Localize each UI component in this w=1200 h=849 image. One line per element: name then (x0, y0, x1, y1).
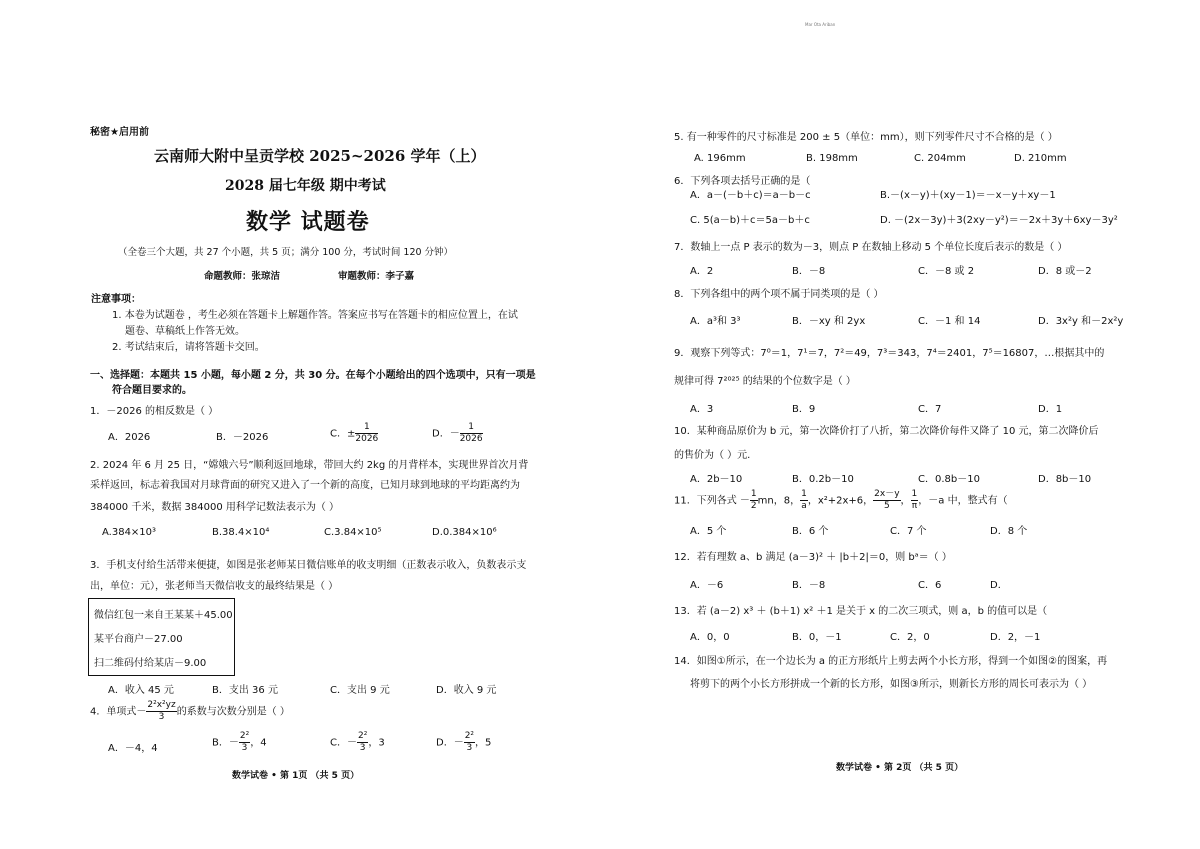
q2-option-c: C.3.84×10⁵ (324, 527, 382, 538)
question-10: 10．某种商品原价为 b 元，第一次降价打了八折，第二次降价每件又降了 10 元，第二次降价后 (674, 426, 1099, 437)
exam-info: （全卷三个大题，共 27 个小题，共 5 页；满分 100 分，考试时间 120 分钟） (118, 247, 454, 258)
q8-option-c: C．－1 和 14 (918, 316, 981, 327)
q7-option-b: B．－8 (792, 266, 826, 277)
q12-option-d: D． (990, 580, 1008, 591)
bill-item-2: 某平台商户－27.00 (94, 634, 183, 645)
q13-option-b: B．0，－1 (792, 632, 842, 643)
question-13: 13．若 (a－2) x³ ＋ (b＋1) x² ＋1 是关于 x 的二次三项式，则 a，b 的值可以是（ (674, 606, 1048, 617)
question-4: 4．单项式－ $\frac{\text{2²x²yz}}{3}$ 的系数与次数分别是（ ） (90, 700, 290, 722)
notice-2: 2. 考试结束后，请将答题卡交回。 (112, 342, 265, 353)
question-11: 11．下列各式 － $\frac{1}{2}$ mn，8， $\frac{1}{a}$ ，x²+2x+6， $\frac{2x-y}{5}$ ， $\frac{1}{\pi}$ ，－a 中，整式有（ (674, 489, 1008, 511)
page-2-footer: 数学试卷 • 第 2页 （共 5 页） (836, 763, 964, 773)
question-12: 12．若有理数 a、b 满足 (a－3)² ＋ |b＋2|＝0，则 bᵃ＝（ ） (674, 552, 952, 563)
notice-1-cont: 题卷、草稿纸上作答无效。 (125, 326, 245, 337)
q2-option-d: D.0.384×10⁶ (432, 527, 497, 538)
q8-option-b: B．－xy 和 2yx (792, 316, 866, 327)
confidential-mark: 秘密★启用前 (90, 127, 149, 138)
q11-option-c: C．7 个 (890, 526, 927, 537)
school-title: 云南师大附中呈贡学校 2025~2026 学年（上） (154, 147, 486, 165)
q5-option-c: C. 204mm (914, 153, 966, 164)
q4-option-d: D．－ $\frac{\text{2²}}{3}$ ，5 (436, 731, 492, 753)
q10-option-a: A．2b－10 (690, 474, 743, 485)
q9-option-c: C．7 (918, 404, 942, 415)
page-1-footer: 数学试卷 • 第 1页 （共 5 页） (232, 771, 360, 781)
q3-option-b: B．支出 36 元 (212, 685, 278, 696)
notice-1: 1. 本卷为试题卷 ，考生必须在答题卡上解题作答。答案应书写在答题卡的相应位置上，在试 (112, 310, 518, 321)
q4-option-a: A．－4，4 (108, 743, 158, 754)
question-1: 1．－2026 的相反数是（ ） (90, 406, 219, 417)
top-note: Mar Ota Ariban (805, 22, 836, 27)
setter-teacher: 命题教师：张琼洁 (204, 271, 281, 282)
q3-option-c: C．支出 9 元 (330, 685, 390, 696)
q9-option-b: B．9 (792, 404, 816, 415)
question-3-line-2: 出，单位：元），张老师当天微信收支的最终结果是（ ） (90, 581, 339, 592)
q4-option-c: C．－ $\frac{\text{2²}}{3}$ ，3 (330, 731, 385, 753)
question-8: 8．下列各组中的两个项不属于同类项的是（ ） (674, 289, 884, 300)
question-10-line-2: 的售价为（ ）元. (674, 450, 751, 461)
q10-option-d: D．8b－10 (1038, 474, 1092, 485)
q5-option-b: B. 198mm (806, 153, 858, 164)
q6-option-d: D. －(2x－3y)＋3(2xy－y²)＝－2x＋3y＋6xy－3y² (880, 215, 1118, 226)
question-9-line-2: 规律可得 7²⁰²⁵ 的结果的个位数字是（ ） (674, 376, 856, 387)
q8-option-d: D．3x²y 和－2x²y (1038, 316, 1124, 327)
q12-option-b: B．－8 (792, 580, 826, 591)
question-9: 9．观察下列等式：7⁰＝1，7¹＝7，7²＝49，7³＝343，7⁴＝2401，7⁵＝16807，…根据其中的 (674, 348, 1105, 359)
q13-option-a: A．0，0 (690, 632, 730, 643)
wechat-bill-box (88, 598, 235, 676)
notice-title: 注意事项： (91, 294, 141, 305)
question-14-line-2: 将剪下的两个小长方形拼成一个新的长方形，如图③所示，则新长方形的周长可表示为（ ） (690, 679, 1093, 690)
q10-option-c: C．0.8b－10 (918, 474, 980, 485)
q13-option-c: C．2，0 (890, 632, 930, 643)
q2-option-b: B.38.4×10⁴ (212, 527, 270, 538)
q5-option-a: A. 196mm (694, 153, 746, 164)
q9-option-d: D．1 (1038, 404, 1063, 415)
q1-option-c: C．± $\frac{1}{2026}$ (330, 422, 379, 444)
q1-option-d: D．－ $\frac{1}{2026}$ (432, 422, 483, 444)
exam-title: 2028 届七年级 期中考试 (225, 178, 386, 194)
q2-option-a: A.384×10³ (102, 527, 157, 538)
q10-option-b: B．0.2b－10 (792, 474, 854, 485)
reviewer-teacher: 审题教师：李子嘉 (338, 271, 415, 282)
q8-option-a: A．a³和 3³ (690, 316, 741, 327)
bill-item-1: 微信红包一来自王某某＋45.00 (94, 610, 233, 621)
q13-option-d: D．2，－1 (990, 632, 1041, 643)
question-14: 14．如图①所示，在一个边长为 a 的正方形纸片上剪去两个小长方形，得到一个如图②的图案，再 (674, 656, 1108, 667)
q4-option-b: B．－ $\frac{\text{2²}}{3}$ ，4 (212, 731, 267, 753)
q12-option-c: C．6 (918, 580, 942, 591)
question-7: 7．数轴上一点 P 表示的数为－3，则点 P 在数轴上移动 5 个单位长度后表示的数是（ ） (674, 242, 1068, 253)
q11-option-d: D．8 个 (990, 526, 1028, 537)
section-1-heading-cont: 符合题目要求的。 (112, 385, 192, 396)
question-2-line-2: 采样返回，标志着我国对月球背面的研究又进入了一个新的高度，已知月球到地球的平均距离约为 (90, 480, 520, 491)
question-6: 6．下列各项去括号正确的是（ (674, 176, 811, 187)
q11-option-a: A．5 个 (690, 526, 727, 537)
q7-option-c: C．－8 或 2 (918, 266, 975, 277)
q6-option-b: B.－(x－y)＋(xy－1)＝－x－y＋xy－1 (880, 190, 1056, 201)
exam-page-2 (600, 0, 1200, 849)
subject-title: 数学 试题卷 (246, 209, 370, 235)
question-2-line-3: 384000 千米，数据 384000 用科学记数法表示为（ ） (90, 502, 340, 513)
q1-option-b: B．－2026 (216, 432, 269, 443)
q7-option-d: D．8 或－2 (1038, 266, 1092, 277)
question-3: 3．手机支付给生活带来便捷，如图是张老师某日微信账单的收支明细（正数表示收入，负数表示支 (90, 560, 527, 571)
q5-option-d: D. 210mm (1014, 153, 1067, 164)
q7-option-a: A．2 (690, 266, 714, 277)
bill-item-3: 扫二维码付给某店－9.00 (94, 658, 207, 669)
q12-option-a: A．－6 (690, 580, 724, 591)
question-5: 5. 有一种零件的尺寸标准是 200 ± 5（单位：mm），则下列零件尺寸不合格的是（ ） (674, 132, 1058, 143)
q6-option-c: C. 5(a－b)＋c＝5a－b＋c (690, 215, 810, 226)
q6-option-a: A．a－(－b＋c)＝a－b－c (690, 190, 811, 201)
q9-option-a: A．3 (690, 404, 714, 415)
q1-option-a: A．2026 (108, 432, 151, 443)
q3-option-a: A．收入 45 元 (108, 685, 174, 696)
section-1-heading: 一、选择题：本题共 15 小题，每小题 2 分，共 30 分。在每个小题给出的四个选项中，只有一项是 (90, 370, 536, 381)
q11-option-b: B．6 个 (792, 526, 829, 537)
question-2: 2. 2024 年 6 月 25 日，“嫦娥六号”顺利返回地球，带回大约 2kg 的月背样本，实现世界首次月背 (90, 460, 529, 471)
q3-option-d: D．收入 9 元 (436, 685, 497, 696)
